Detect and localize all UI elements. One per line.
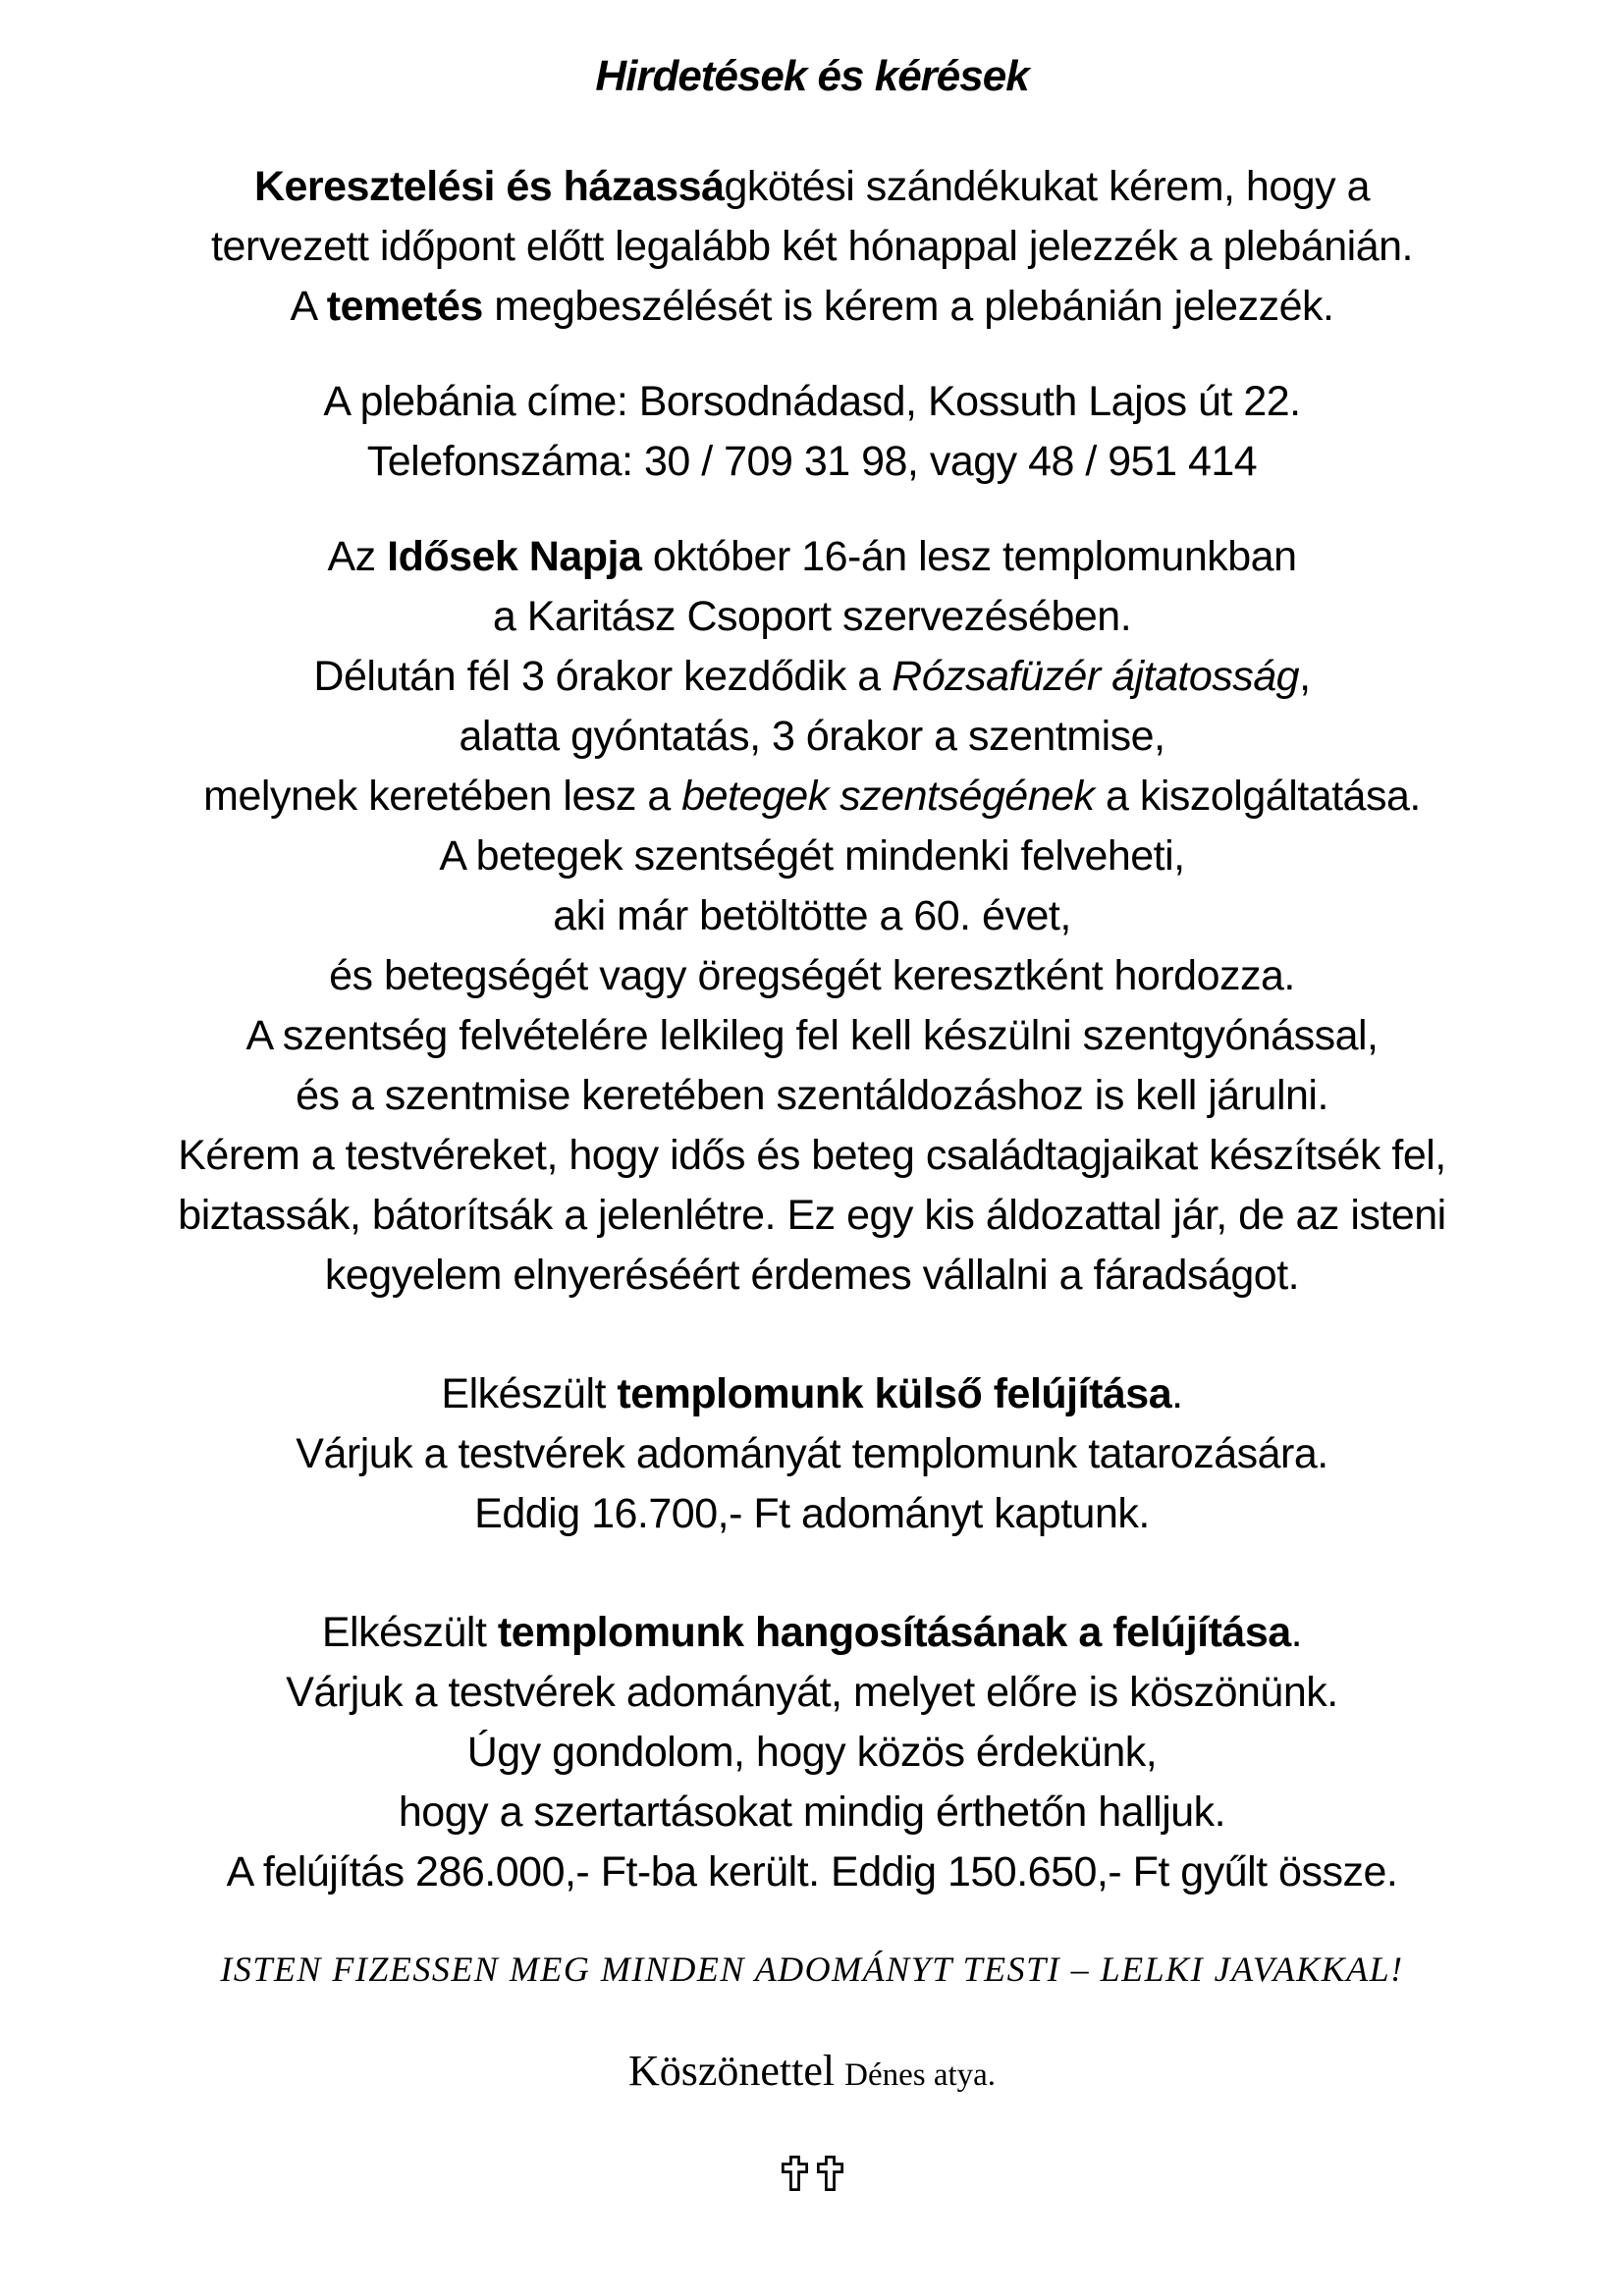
blessing-line: ISTEN FIZESSEN MEG MINDEN ADOMÁNYT TESTI – LELKI JAVAKKAL!: [220, 1949, 1404, 1989]
text-run: biztassák, bátorítsák a jelenlétre. Ez egy kis áldozattal jár, de az isteni: [178, 1192, 1446, 1239]
text-run: Elkészült: [321, 1609, 498, 1656]
document-title: Hirdetések és kérések: [595, 52, 1029, 100]
text-line: [39, 1246, 1585, 1306]
footer-crosses: [39, 2156, 1585, 2191]
text-run: aki már betöltötte a 60. évet,: [553, 892, 1071, 939]
text-line: [39, 1066, 1585, 1126]
text-run: ,: [1299, 653, 1311, 700]
signature-thanks: Köszönettel: [627, 2047, 836, 2095]
paragraph-parish-contact: [39, 372, 1585, 492]
paragraph-church-exterior-renovation: [39, 1364, 1585, 1544]
text-line: [39, 827, 1585, 886]
text-run: Az: [327, 533, 388, 580]
text-run: Idősek Napja: [387, 533, 642, 580]
text-line: [39, 587, 1585, 647]
text-run: Kérem a testvéreket, hogy idős és beteg családtagjaikat készítsék fel,: [178, 1132, 1446, 1179]
text-run: és betegségét vagy öregségét keresztként hordozza.: [329, 952, 1295, 999]
text-run: .: [1171, 1370, 1183, 1417]
text-run: A betegek szentségét mindenki felveheti,: [439, 832, 1185, 880]
text-run: és a szentmise keretében szentáldozáshoz is kell járulni.: [296, 1072, 1328, 1119]
text-line: [39, 1424, 1585, 1484]
text-run: a kiszolgáltatása.: [1094, 773, 1421, 820]
paragraph-elderly-day: [39, 527, 1585, 1306]
text-line: [39, 647, 1585, 707]
text-line: [39, 277, 1585, 337]
signature-line: [39, 2044, 1585, 2103]
text-line: [39, 1006, 1585, 1066]
text-line: [39, 1723, 1585, 1783]
text-run: A: [290, 283, 327, 330]
text-line: [39, 1186, 1585, 1246]
paragraph-baptism-funeral-notice: [39, 157, 1585, 337]
text-line: [39, 886, 1585, 946]
text-run: Elkészült: [441, 1370, 618, 1417]
text-line: [39, 707, 1585, 767]
text-run: A szentség felvételére lelkileg fel kell készülni szentgyónással,: [245, 1012, 1379, 1059]
text-run: hogy a szertartásokat mindig érthetőn halljuk.: [398, 1789, 1226, 1836]
text-run: Telefonszáma: 30 / 709 31 98, vagy 48 / 951 414: [366, 438, 1258, 485]
text-line: [39, 1842, 1585, 1902]
text-run: gkötési szándékukat kérem, hogy a: [724, 163, 1371, 210]
text-run: temetés: [326, 283, 483, 330]
text-run: .: [1290, 1609, 1303, 1656]
signature-author: Dénes atya.: [844, 2057, 997, 2093]
text-line: [39, 1126, 1585, 1186]
text-run: betegek szentségének: [681, 773, 1095, 820]
text-line: [39, 1663, 1585, 1723]
text-run: A felújítás 286.000,- Ft-ba került. Eddig 150.650,- Ft gyűlt össze.: [226, 1848, 1398, 1896]
outlined-cross-icon: [817, 2156, 843, 2191]
text-run: a Karitász Csoport szervezésében.: [492, 593, 1132, 640]
text-line: [39, 1364, 1585, 1424]
text-line: [39, 432, 1585, 492]
text-run: Délután fél 3 órakor kezdődik a: [313, 653, 893, 700]
text-run: kegyelem elnyeréséért érdemes vállalni a fáradságot.: [324, 1252, 1300, 1299]
text-run: Keresztelési és házassá: [253, 163, 725, 210]
text-line: [39, 372, 1585, 432]
text-run: Várjuk a testvérek adományát, melyet előre is köszönünk.: [286, 1669, 1338, 1716]
paragraph-sound-system-renovation: [39, 1603, 1585, 1902]
text-run: templomunk hangosításának a felújítása: [497, 1609, 1291, 1656]
text-line: [39, 1484, 1585, 1544]
text-run: A plebánia címe: Borsodnádasd, Kossuth Lajos út 22.: [323, 378, 1301, 425]
text-line: [39, 946, 1585, 1006]
text-run: Úgy gondolom, hogy közös érdekünk,: [466, 1729, 1158, 1776]
outlined-cross-icon: [782, 2156, 808, 2191]
text-run: tervezett időpont előtt legalább két hónappal jelezzék a plebánián.: [211, 223, 1413, 270]
text-run: Várjuk a testvérek adományát templomunk tatarozására.: [296, 1430, 1328, 1477]
text-line: [39, 217, 1585, 277]
text-run: október 16-án lesz templomunkban: [641, 533, 1297, 580]
text-line: [39, 1783, 1585, 1842]
text-run: Eddig 16.700,- Ft adományt kaptunk.: [474, 1490, 1150, 1537]
text-line: [39, 1603, 1585, 1663]
text-run: megbeszélését is kérem a plebánián jelezzék.: [482, 283, 1334, 330]
text-line: [39, 157, 1585, 217]
text-run: alatta gyóntatás, 3 órakor a szentmise,: [459, 713, 1165, 760]
text-run: Rózsafüzér ájtatosság: [892, 653, 1300, 700]
text-run: melynek keretében lesz a: [203, 773, 682, 820]
text-run: templomunk külső felújítása: [617, 1370, 1172, 1417]
text-line: [39, 767, 1585, 827]
text-line: [39, 527, 1585, 587]
